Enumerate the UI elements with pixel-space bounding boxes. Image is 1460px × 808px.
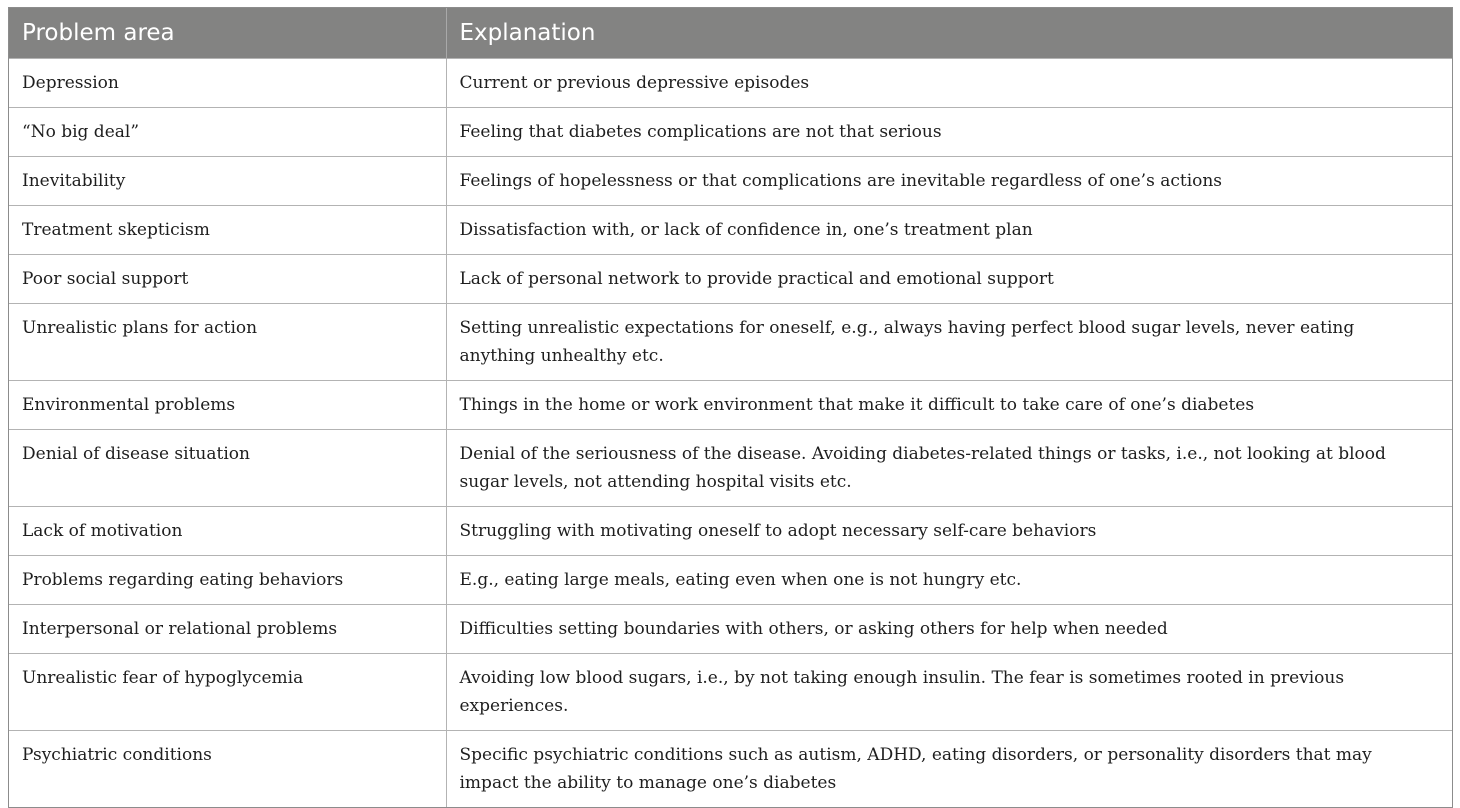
table-row: [9, 206, 1452, 255]
explanation-cell: Feeling that diabetes complications are not that serious: [446, 108, 1452, 157]
table-header: [9, 8, 1452, 59]
table-row: [9, 507, 1452, 556]
problem-areas-table-container: [8, 7, 1453, 808]
problem-area-cell: Psychiatric conditions: [9, 731, 446, 808]
column-header-problem-area: Problem area: [9, 8, 446, 59]
table-row: [9, 59, 1452, 108]
table-row: [9, 255, 1452, 304]
problem-area-cell: Depression: [9, 59, 446, 108]
explanation-cell: Things in the home or work environment that make it difficult to take care of one’s diabetes: [446, 381, 1452, 430]
table-row: [9, 157, 1452, 206]
table-row: [9, 304, 1452, 381]
explanation-cell: Denial of the seriousness of the disease. Avoiding diabetes-related things or tasks, i.e., not looking at blood sugar levels, not attending hospital visits etc.: [446, 430, 1452, 507]
table-row: [9, 556, 1452, 605]
table-row: [9, 430, 1452, 507]
problem-area-cell: Denial of disease situation: [9, 430, 446, 507]
header-row: [9, 8, 1452, 59]
explanation-cell: Feelings of hopelessness or that complications are inevitable regardless of one’s actions: [446, 157, 1452, 206]
table-row: [9, 731, 1452, 808]
problem-area-cell: Lack of motivation: [9, 507, 446, 556]
table-row: [9, 108, 1452, 157]
table-row: [9, 605, 1452, 654]
explanation-cell: Dissatisfaction with, or lack of confidence in, one’s treatment plan: [446, 206, 1452, 255]
explanation-cell: Difficulties setting boundaries with others, or asking others for help when needed: [446, 605, 1452, 654]
problem-area-cell: Treatment skepticism: [9, 206, 446, 255]
table-row: [9, 654, 1452, 731]
problem-area-cell: “No big deal”: [9, 108, 446, 157]
problem-area-cell: Unrealistic plans for action: [9, 304, 446, 381]
problem-area-cell: Inevitability: [9, 157, 446, 206]
column-header-explanation: Explanation: [446, 8, 1452, 59]
problem-area-cell: Environmental problems: [9, 381, 446, 430]
explanation-cell: E.g., eating large meals, eating even when one is not hungry etc.: [446, 556, 1452, 605]
explanation-cell: Struggling with motivating oneself to adopt necessary self-care behaviors: [446, 507, 1452, 556]
problem-area-cell: Interpersonal or relational problems: [9, 605, 446, 654]
problem-area-cell: Problems regarding eating behaviors: [9, 556, 446, 605]
explanation-cell: Avoiding low blood sugars, i.e., by not taking enough insulin. The fear is sometimes rooted in previous experiences.: [446, 654, 1452, 731]
problem-area-cell: Unrealistic fear of hypoglycemia: [9, 654, 446, 731]
problem-area-cell: Poor social support: [9, 255, 446, 304]
explanation-cell: Current or previous depressive episodes: [446, 59, 1452, 108]
problem-areas-table: [9, 8, 1452, 807]
table-row: [9, 381, 1452, 430]
explanation-cell: Lack of personal network to provide practical and emotional support: [446, 255, 1452, 304]
table-body: [9, 59, 1452, 808]
explanation-cell: Setting unrealistic expectations for oneself, e.g., always having perfect blood sugar levels, never eating anything unhealthy etc.: [446, 304, 1452, 381]
explanation-cell: Specific psychiatric conditions such as autism, ADHD, eating disorders, or personality disorders that may impact the ability to manage one’s diabetes: [446, 731, 1452, 808]
